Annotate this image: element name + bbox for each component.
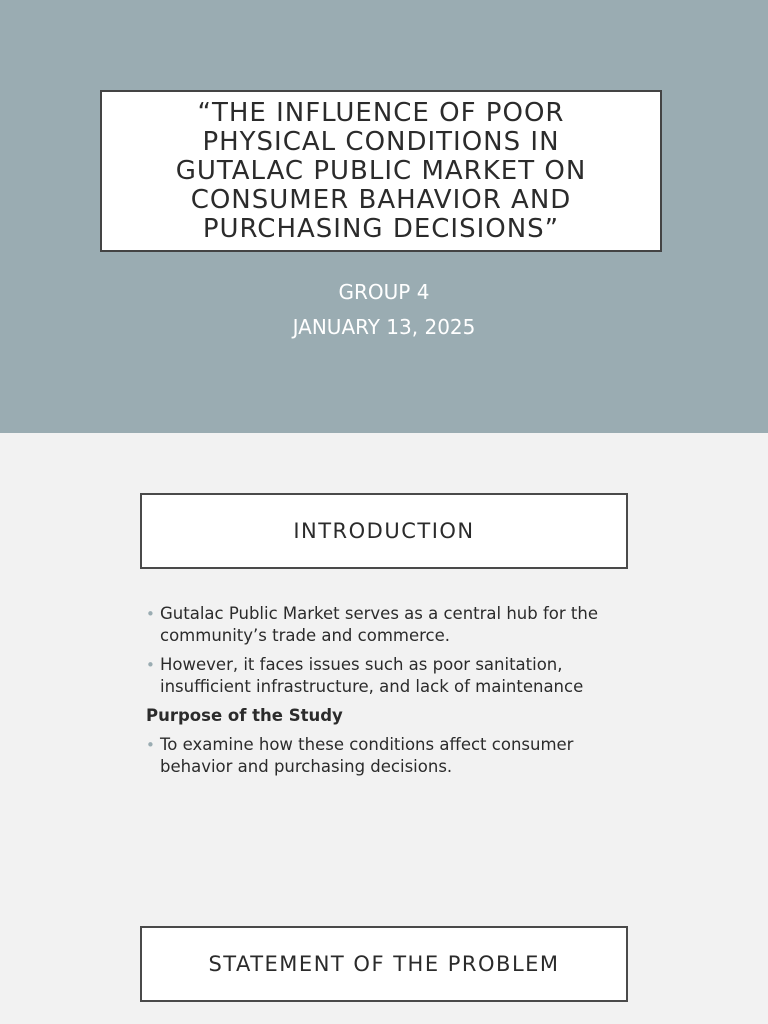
introduction-heading-box	[140, 493, 628, 569]
statement-heading-box	[140, 926, 628, 1002]
purpose-bullet: • To examine how these conditions affect consumer behavior and purchasing decisions.	[146, 734, 626, 778]
title-slide	[0, 0, 768, 433]
date-label: JANUARY 13, 2025	[292, 315, 476, 339]
intro-bullet: • However, it faces issues such as poor sanitation, insufficient infrastructure, and lack of maintenance	[146, 654, 626, 698]
purpose-heading: Purpose of the Study	[146, 706, 343, 725]
slide-title: “THE INFLUENCE OF POOR PHYSICAL CONDITIONS IN GUTALAC PUBLIC MARKET ON CONSUMER BAHAVIOR AND PURCHASING DECISIONS”	[175, 97, 587, 244]
group-label: GROUP 4	[338, 280, 430, 304]
statement-heading: STATEMENT OF THE PROBLEM	[208, 952, 560, 976]
title-box	[100, 90, 662, 252]
introduction-content	[146, 603, 626, 785]
intro-bullet: • Gutalac Public Market serves as a central hub for the community’s trade and commerce.	[146, 603, 626, 647]
introduction-heading: INTRODUCTION	[293, 519, 475, 543]
